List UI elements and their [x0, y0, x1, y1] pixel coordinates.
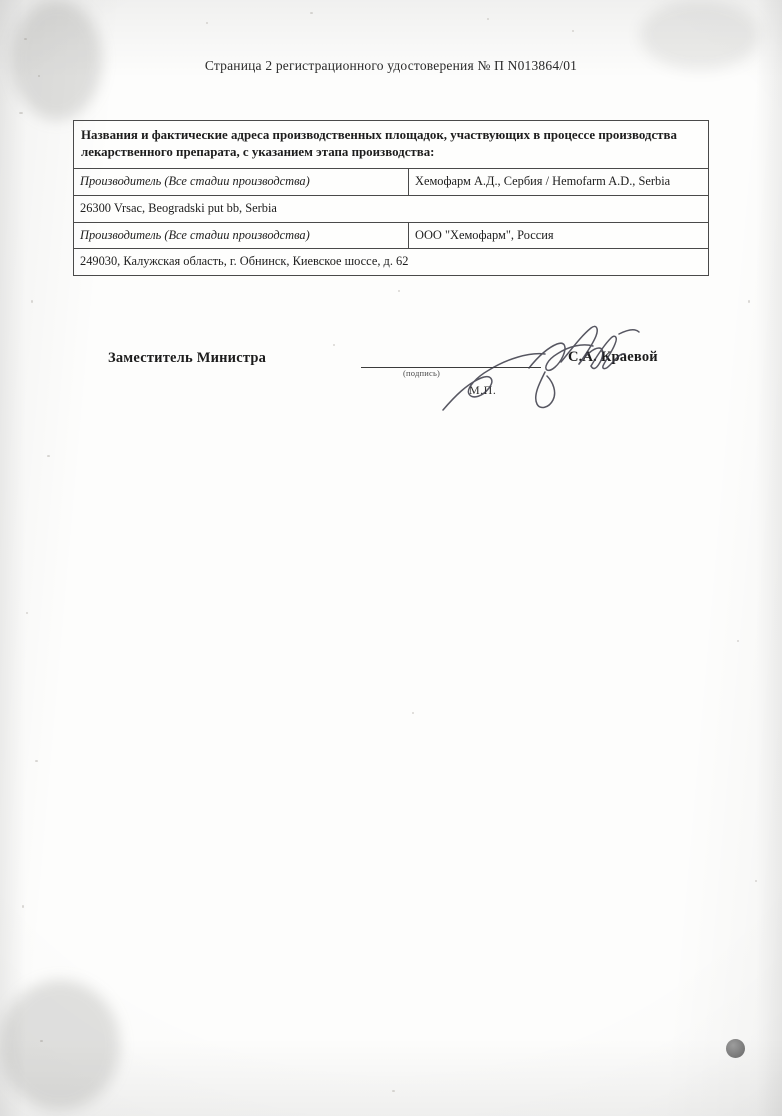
page-header	[0, 58, 782, 74]
table-row	[74, 222, 709, 249]
manufacturer-name-1: Хемофарм А.Д., Сербия / Hemofarm A.D., Serbia	[409, 169, 709, 196]
scan-artifact-dot	[726, 1039, 745, 1058]
table-row	[74, 249, 709, 276]
manufacturer-role-2: Производитель (Все стадии производства)	[74, 222, 409, 249]
signature-line	[361, 367, 541, 368]
signatory-name: С.А. Краевой	[568, 349, 658, 365]
page-right-edge-shadow	[756, 0, 782, 1116]
table-row	[74, 169, 709, 196]
scan-smudge	[0, 980, 120, 1110]
signature-line-caption: (подпись)	[403, 368, 441, 378]
page-left-edge-shadow	[0, 0, 26, 1116]
table-row-title	[74, 121, 709, 169]
manufacturing-sites-table	[73, 120, 709, 276]
signatory-position: Заместитель Министра	[108, 350, 267, 366]
table-title: Названия и фактические адреса производственных площадок, участвующих в процессе производства лекарственного препарата, с указанием этапа производства:	[74, 121, 709, 169]
manufacturer-name-2: ООО "Хемофарм", Россия	[409, 222, 709, 249]
manufacturer-role-1: Производитель (Все стадии производства)	[74, 169, 409, 196]
page-header-text: Страница 2 регистрационного удостоверения № П N013864/01	[204, 58, 578, 73]
manufacturer-address-1: 26300 Vrsac, Beogradski put bb, Serbia	[74, 195, 709, 222]
stamp-label: М.П.	[469, 383, 497, 397]
table-row	[74, 195, 709, 222]
signature-block	[73, 340, 709, 410]
manufacturer-address-2: 249030, Калужская область, г. Обнинск, Киевское шоссе, д. 62	[74, 249, 709, 276]
